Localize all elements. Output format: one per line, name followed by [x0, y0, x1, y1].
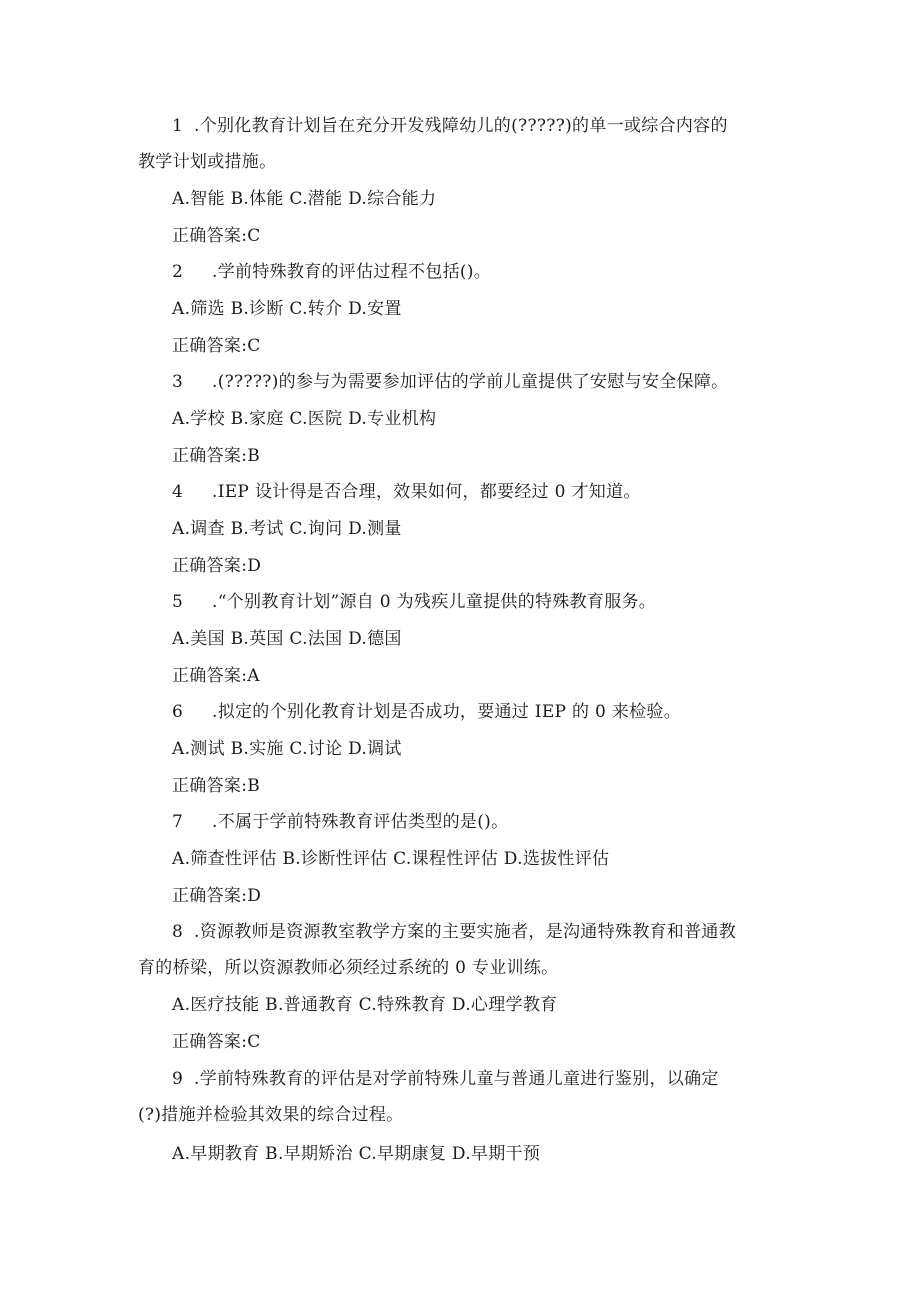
question-6-text: .拟定的个别化教育计划是否成功，要通过 IEP 的 0 来检验。 — [212, 702, 681, 722]
question-4-number: 4 — [172, 482, 184, 502]
question-8-options: A.医疗技能 B.普通教育 C.特殊教育 D.心理学教育 — [172, 995, 558, 1015]
question-4-answer: 正确答案:D — [172, 556, 262, 576]
question-1-answer: 正确答案:C — [172, 226, 261, 246]
question-1-number: 1 — [172, 116, 184, 136]
question-9-text-cont: (?)措施并检验其效果的综合过程。 — [138, 1105, 404, 1125]
question-5-options: A.美国 B.英国 C.法国 D.德国 — [172, 629, 402, 649]
question-2-answer: 正确答案:C — [172, 336, 261, 356]
question-3-options: A.学校 B.家庭 C.医院 D.专业机构 — [172, 409, 437, 429]
question-4-options: A.调查 B.考试 C.询问 D.测量 — [172, 519, 402, 539]
question-7-number: 7 — [172, 812, 184, 832]
question-1-text: .个别化教育计划旨在充分开发残障幼儿的(?????)的单一或综合内容的 — [194, 116, 728, 136]
question-2-options: A.筛选 B.诊断 C.转介 D.安置 — [172, 299, 402, 319]
question-8-text: .资源教师是资源教室教学方案的主要实施者，是沟通特殊教育和普通教 — [194, 922, 737, 942]
question-7-answer: 正确答案:D — [172, 886, 262, 906]
question-6-number: 6 — [172, 702, 184, 722]
question-8-number: 8 — [172, 922, 184, 942]
question-7-options: A.筛查性评估 B.诊断性评估 C.课程性评估 D.选拔性评估 — [172, 849, 610, 869]
question-3-text: .(?????)的参与为需要参加评估的学前儿童提供了安慰与安全保障。 — [212, 372, 729, 392]
question-9-options: A.早期教育 B.早期矫治 C.早期康复 D.早期干预 — [172, 1144, 541, 1164]
question-3-answer: 正确答案:B — [172, 446, 261, 466]
question-8-text-cont: 育的桥梁，所以资源教师必须经过系统的 0 专业训练。 — [138, 958, 559, 978]
question-2-number: 2 — [172, 262, 184, 282]
question-3-number: 3 — [172, 372, 184, 392]
question-6-answer: 正确答案:B — [172, 776, 261, 796]
question-1-text-cont: 教学计划或措施。 — [138, 152, 277, 172]
question-8-answer: 正确答案:C — [172, 1032, 261, 1052]
question-6-options: A.测试 B.实施 C.讨论 D.调试 — [172, 739, 402, 759]
question-5-text: .“个别教育计划”源自 0 为残疾儿童提供的特殊教育服务。 — [212, 592, 657, 612]
question-5-answer: 正确答案:A — [172, 666, 260, 686]
question-9-number: 9 — [172, 1069, 184, 1089]
question-9-text: .学前特殊教育的评估是对学前特殊儿童与普通儿童进行鉴别，以确定 — [194, 1069, 719, 1089]
question-5-number: 5 — [172, 592, 184, 612]
question-4-text: .IEP 设计得是否合理，效果如何，都要经过 0 才知道。 — [212, 482, 641, 502]
question-2-text: .学前特殊教育的评估过程不包括()。 — [212, 262, 492, 282]
question-1-options: A.智能 B.体能 C.潜能 D.综合能力 — [172, 189, 437, 209]
question-7-text: .不属于学前特殊教育评估类型的是()。 — [212, 812, 509, 832]
